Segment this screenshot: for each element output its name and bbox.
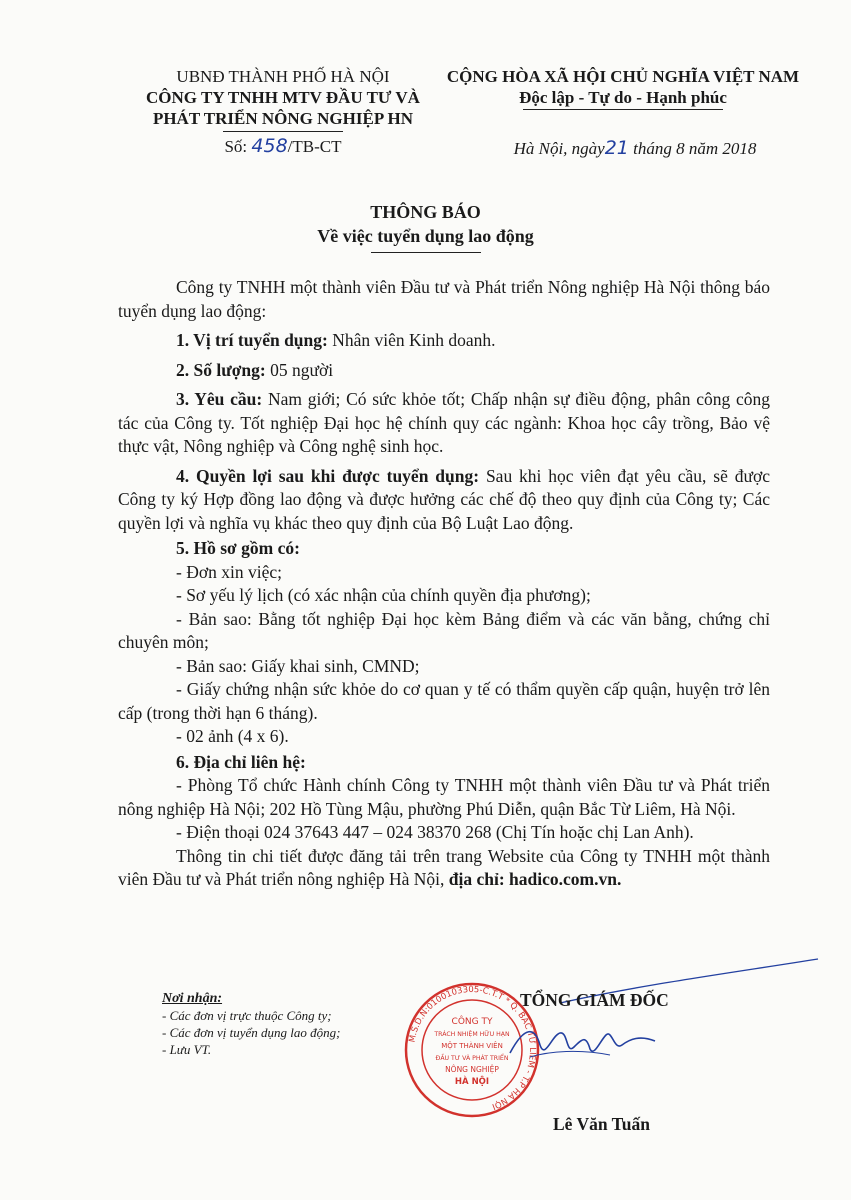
quantity-value: 05 người (265, 359, 334, 380)
doc-item: - Bản sao: Bằng tốt nghiệp Đại học kèm Bảng điểm và các văn bằng, chứng chỉ chuyên môn; (118, 608, 770, 652)
document-number (118, 136, 448, 157)
issuer-header (118, 66, 448, 157)
number-handwritten: 458 (251, 135, 288, 157)
svg-text:CÔNG TY: CÔNG TY (451, 1017, 493, 1027)
item-requirements (118, 388, 770, 459)
svg-text:HÀ NỘI: HÀ NỘI (454, 1077, 490, 1087)
closing-paragraph (118, 845, 770, 892)
contact-label: 6. Địa chỉ liên hệ: (176, 751, 306, 772)
title-main: THÔNG BÁO (370, 202, 481, 222)
national-header (438, 66, 808, 110)
svg-text:TRÁCH NHIỆM HỮU HẠN: TRÁCH NHIỆM HỮU HẠN (434, 1031, 510, 1038)
signer-name: Lê Văn Tuấn (553, 1114, 650, 1134)
handwritten-signature (490, 1005, 750, 1075)
title-underline (371, 252, 481, 253)
item-position (118, 329, 770, 353)
closing-text: Thông tin chi tiết được đăng tải trên trang Website của Công ty TNHH một thành viên Đầu tư và Phát triển nông nghiệp Hà Nội, (118, 845, 770, 889)
signer-title: TỔNG GIÁM ĐỐC (520, 990, 669, 1010)
svg-text:ĐẦU TƯ VÀ PHÁT TRIỂN: ĐẦU TƯ VÀ PHÁT TRIỂN (435, 1055, 509, 1062)
document-title (0, 200, 851, 253)
recipient-item: - Các đơn vị trực thuộc Công ty; (162, 1008, 332, 1023)
doc-item: - 02 ảnh (4 x 6). (176, 726, 289, 746)
number-suffix: /TB-CT (287, 137, 342, 156)
contact-phone: - Điện thoại 024 37643 447 – 024 38370 268 (Chị Tín hoặc chị Lan Anh). (176, 822, 694, 842)
date-prefix: Hà Nội, ngày (513, 139, 605, 158)
issuer-parent: UBNĐ THÀNH PHỐ HÀ NỘI (176, 67, 390, 86)
date-day-handwritten: 21 (604, 137, 629, 159)
national-title: CỘNG HÒA XÃ HỘI CHỦ NGHĨA VIỆT NAM (446, 67, 800, 86)
benefits-value: Sau khi học viên đạt yêu cầu, sẽ được Công ty ký Hợp đồng lao động và được hưởng các chế độ theo quy định của Công ty; Các quyền lợi và nghĩa vụ khác theo quy định của Bộ Luật Lao động. (118, 465, 770, 533)
position-label: 1. Vị trí tuyển dụng: (176, 330, 328, 350)
svg-text:MỘT THÀNH VIÊN: MỘT THÀNH VIÊN (441, 1042, 503, 1050)
national-motto: Độc lập - Tự do - Hạnh phúc (519, 88, 727, 107)
item-benefits (118, 465, 770, 536)
position-value: Nhân viên Kinh doanh. (327, 330, 496, 350)
item-quantity (118, 359, 770, 383)
benefits-label: 4. Quyền lợi sau khi được tuyển dụng: (176, 465, 480, 486)
doc-item: - Bản sao: Giấy khai sinh, CMND; (176, 655, 420, 676)
recipients-block (162, 990, 412, 1058)
svg-text:NÔNG NGHIỆP: NÔNG NGHIỆP (445, 1065, 499, 1074)
issue-date (470, 137, 800, 159)
doc-item: - Sơ yếu lý lịch (có xác nhận của chính quyền địa phương); (176, 585, 591, 605)
title-subject: Về việc tuyển dụng lao động (317, 226, 534, 246)
issuer-underline (223, 131, 343, 132)
quantity-label: 2. Số lượng: (176, 359, 266, 380)
intro-paragraph: Công ty TNHH một thành viên Đầu tư và Phát triển Nông nghiệp Hà Nội thông báo tuyển dụng lao động: (118, 277, 770, 321)
doc-item: - Giấy chứng nhận sức khỏe do cơ quan y tế có thẩm quyền cấp quận, huyện trở lên cấp (trong thời hạn 6 tháng). (118, 679, 770, 723)
doc-item: - Đơn xin việc; (176, 561, 282, 582)
svg-text:M.S.D.N:0100103305-C.T.T * Q.: M.S.D.N:0100103305-C.T.T * Q. BẮC TỪ LIÊM - T.P HÀ NỘI (407, 984, 538, 1112)
issuer-name-line1: CÔNG TY TNHH MTV ĐẦU TƯ VÀ (146, 88, 420, 107)
requirements-value: Nam giới; Có sức khỏe tốt; Chấp nhận sự điều động, phân công công tác của Công ty. Tốt nghiệp Đại học hệ chính quy các ngành: Khoa học cây trồng, Bảo vệ thực vật, Nông nghiệp và Công nghệ sinh học. (118, 389, 770, 456)
recipients-heading: Nơi nhận: (162, 991, 223, 1006)
requirements-label: 3. Yêu cầu: (176, 389, 263, 409)
website-link[interactable]: hadico.com.vn. (504, 869, 622, 889)
number-prefix: Số: (224, 137, 248, 156)
closing-address-label: địa chỉ: (444, 869, 505, 889)
date-suffix: tháng 8 năm 2018 (633, 139, 757, 158)
motto-underline (523, 109, 723, 110)
docs-label: 5. Hồ sơ gồm có: (176, 538, 300, 558)
issuer-name-line2: PHÁT TRIỂN NÔNG NGHIỆP HN (152, 109, 414, 128)
contact-address: - Phòng Tổ chức Hành chính Công ty TNHH một thành viên Đầu tư và Phát triển nông nghiệp Hà Nội; 202 Hồ Tùng Mậu, phường Phú Diễn, quận Bắc Từ Liêm, Hà Nội. (118, 775, 770, 819)
recipient-item: - Lưu VT. (162, 1042, 212, 1057)
recipient-item: - Các đơn vị tuyển dụng lao động; (162, 1025, 341, 1040)
document-body (118, 276, 770, 898)
